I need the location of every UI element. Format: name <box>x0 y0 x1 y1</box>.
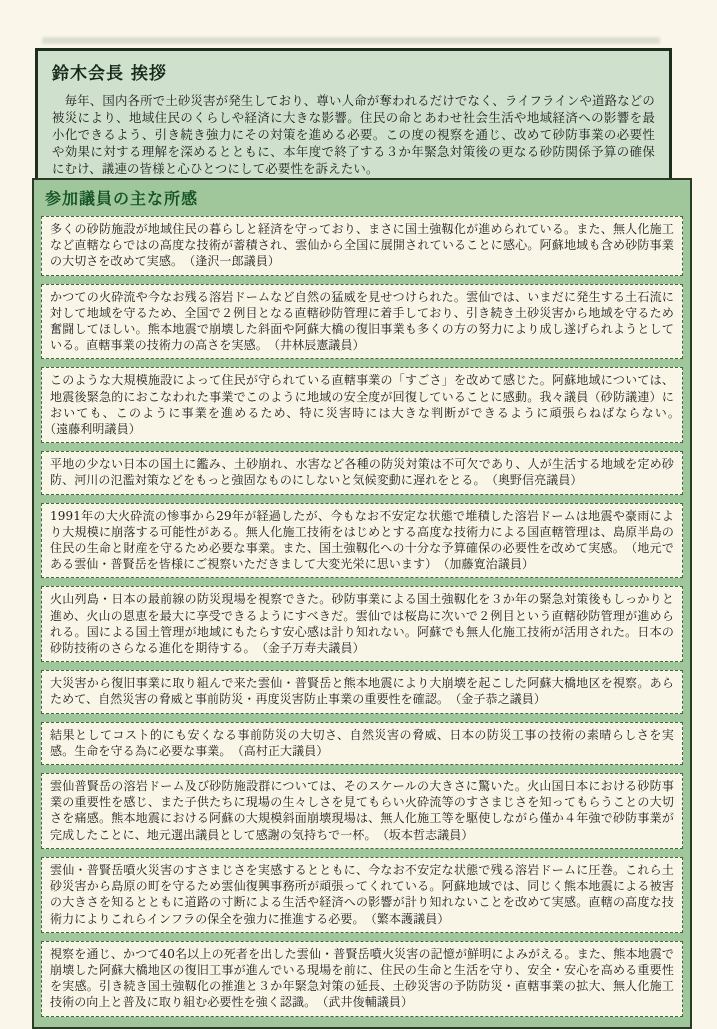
comment-body: このような大規模施設によって住民が守られている直轄事業の「すごさ」を改めて感じた。阿蘇地域については、地震後緊急的におこなわれた事業でこのように地域の安全度が回復していることに感動。我々議員（砂防議連）においても、このように事業を進めるため、特に災害時には大きな判断ができるように頑張らねばならない。 <box>50 373 674 420</box>
comment-author: （井林辰憲議員） <box>273 338 365 353</box>
comment-box <box>41 367 683 443</box>
comment-box <box>41 586 683 662</box>
comment-body: 火山列島・日本の最前線の防災現場を視察できた。砂防事業による国土強靱化を３か年の緊急対策後もしっかりと進め、火山の恩恵を最大に享受できるようにすべきだ。雲仙では桜島に次いで２例目という直轄砂防管理が進められる。国による国土管理が地域にもたらす安心感は計り知れない。阿蘇でも無人化施工技術が活用された。日本の砂防技術のさらなる進化を期待する。 <box>50 592 674 656</box>
comment-text <box>50 221 674 270</box>
comment-text <box>50 456 674 488</box>
comment-author: （繁本護議員） <box>370 911 450 926</box>
comment-box <box>41 451 683 494</box>
comment-body: かつての火砕流や今なお残る溶岩ドームなど自然の猛威を見せつけられた。雲仙では、いまだに発生する土石流に対して地域を守るため、全国で２例目となる直轄砂防管理に着手しており、引き続き土砂災害から地域を守るため奮闘してほしい。熊本地震で崩壊した斜面や阿蘇大橋の復旧事業も多くの方の努力により成し遂げられようとしている。直轄事業の技術力の高さを実感。 <box>50 289 674 353</box>
comment-box <box>41 216 683 276</box>
comment-box <box>41 284 683 360</box>
comment-box <box>41 503 683 579</box>
comment-text <box>50 946 674 1011</box>
chairman-greeting-title: 鈴木会長 挨拶 <box>52 64 167 84</box>
comments-list <box>41 216 683 1017</box>
comment-author: （逢沢一郎議員） <box>189 254 281 269</box>
comment-body: 平地の少ない日本の国土に鑑み、土砂崩れ、水害など各種の防災対策は不可欠であり、人が生活する地域を定め砂防、河川の氾濫対策などをもっと強固なものにしないと気候変動に遅れをとる。 <box>50 457 674 488</box>
comment-text <box>50 778 674 843</box>
comment-body: 1991年の大火砕流の惨事から29年が経過したが、今もなお不安定な状態で堆積した溶岩ドームは地震や豪雨により大規模に崩落する可能性がある。無人化施工技術をはじめとする高度な技術力による国直轄管理は、島原半島の住民の生命と財産を守るため必要な事業。また、国土強靱化への十分な予算確保の必要性を改めて実感。 （地元である雲仙・普賢岳を皆様にご視察いただきまして大変光栄に思います） <box>50 508 674 572</box>
comment-body: 視察を通じ、かつて40名以上の死者を出した雲仙・普賢岳噴火災害の記憶が鮮明によみがえる。また、熊本地震で崩壊した阿蘇大橋地区の復旧工事が進んでいる現場を前に、住民の生命と生活を守り、安全・安心を高める重要性を実感。引き続き国土強靱化の推進と３か年緊急対策の延長、土砂災害の予防防災・直轄事業の拡大、無人化施工技術の向上と普及に取り組む必要性を強く認識。 <box>50 946 674 1010</box>
impressions-panel <box>32 178 692 1029</box>
comment-text <box>50 591 674 656</box>
comment-body: 大災害から復旧事業に取り組んで来た雲仙・普賢岳と熊本地震により大崩壊を起こした阿蘇大橋地区を視察。あらためて、自然災害の脅威と事前防災・再度災害防止事業の重要性を確認。 <box>50 676 674 707</box>
comment-box <box>41 941 683 1017</box>
comment-body: 雲仙・普賢岳噴火災害のすさまじさを実感するとともに、今なお不安定な状態で残る溶岩ドームに圧巻。これら土砂災害から島原の町を守るため雲仙復興事務所が頑張ってくれている。阿蘇地域では、同じく熊本地震による被害の大きさを知るとともに道路の寸断による生活や経済への影響が計り知れないことを改めて実感。直轄の高度な技術力によりこれらインフラの保全を強力に推進する必要。 <box>50 862 674 926</box>
comment-text <box>50 508 674 573</box>
comment-author: （金子万寿夫議員） <box>261 641 365 656</box>
comment-text <box>50 675 674 707</box>
comment-author: （奥野信亮議員） <box>491 473 583 488</box>
comment-body: 雲仙普賢岳の溶岩ドーム及び砂防施設群については、そのスケールの大きさに驚いた。火山国日本における砂防事業の重要性を感じ、また子供たちに現場の生々しさを見てもらい火砕流等のすさまじさを知ってもらうことの大切さを痛感。熊本地震における阿蘇の大規模斜面崩壊現場は、無人化施工等を駆使しながら僅か４年強で砂防事業が完成したことに、地元選出議員として感謝の気持ちで一杯。 <box>50 779 674 842</box>
comment-text <box>50 372 674 437</box>
chairman-greeting-box <box>35 48 672 192</box>
comment-box <box>41 857 683 933</box>
comment-author: （金子恭之議員） <box>455 692 546 707</box>
comment-author: （加藤寛治議員） <box>443 557 535 572</box>
comment-text <box>50 727 674 759</box>
comment-box <box>41 773 683 849</box>
chairman-greeting-body: 毎年、国内各所で土砂災害が発生しており、尊い人命が奪われるだけでなく、ライフラインや道路などの被災により、地域住民のくらしや経済に大きな影響。住民の命とあわせ社会生活や地域経済への影響を最小化できるよう、引き続き強力にその対策を進める必要。この度の視察を通じ、改めて砂防事業の必要性や効果に対する理解を深めるとともに、本年度で終了する３か年緊急対策後の更なる砂防関係予算の確保にむけ、議連の皆様と心ひとつにして必要性を訴えたい。 <box>52 93 655 176</box>
comment-text <box>50 289 674 354</box>
comment-body: 多くの砂防施設が地域住民の暮らしと経済を守っており、まさに国土強靱化が進められている。また、無人化施工など直轄ならではの高度な技術が蓄積され、雲仙から全国に展開されていることに感心。阿蘇地域も含め砂防事業の大切さを改めて実感。 <box>50 222 674 269</box>
comment-box <box>41 670 683 713</box>
comment-author: （遠藤利明議員） <box>50 422 141 437</box>
comment-text <box>50 862 674 927</box>
comment-body: 結果としてコスト的にも安くなる事前防災の大切さ、自然災害の脅威、日本の防災工事の技術の素晴らしさを実感。生命を守る為に必要な事業。 <box>50 727 674 758</box>
comment-author: （坂本哲志議員） <box>382 827 474 842</box>
comment-author: （武井俊輔議員） <box>322 995 414 1010</box>
section-heading: 参加議員の主な所感 <box>45 189 199 208</box>
scan-showthrough-artifact <box>42 37 660 44</box>
comment-box <box>41 722 683 765</box>
comment-author: （高村正大議員） <box>237 743 329 758</box>
